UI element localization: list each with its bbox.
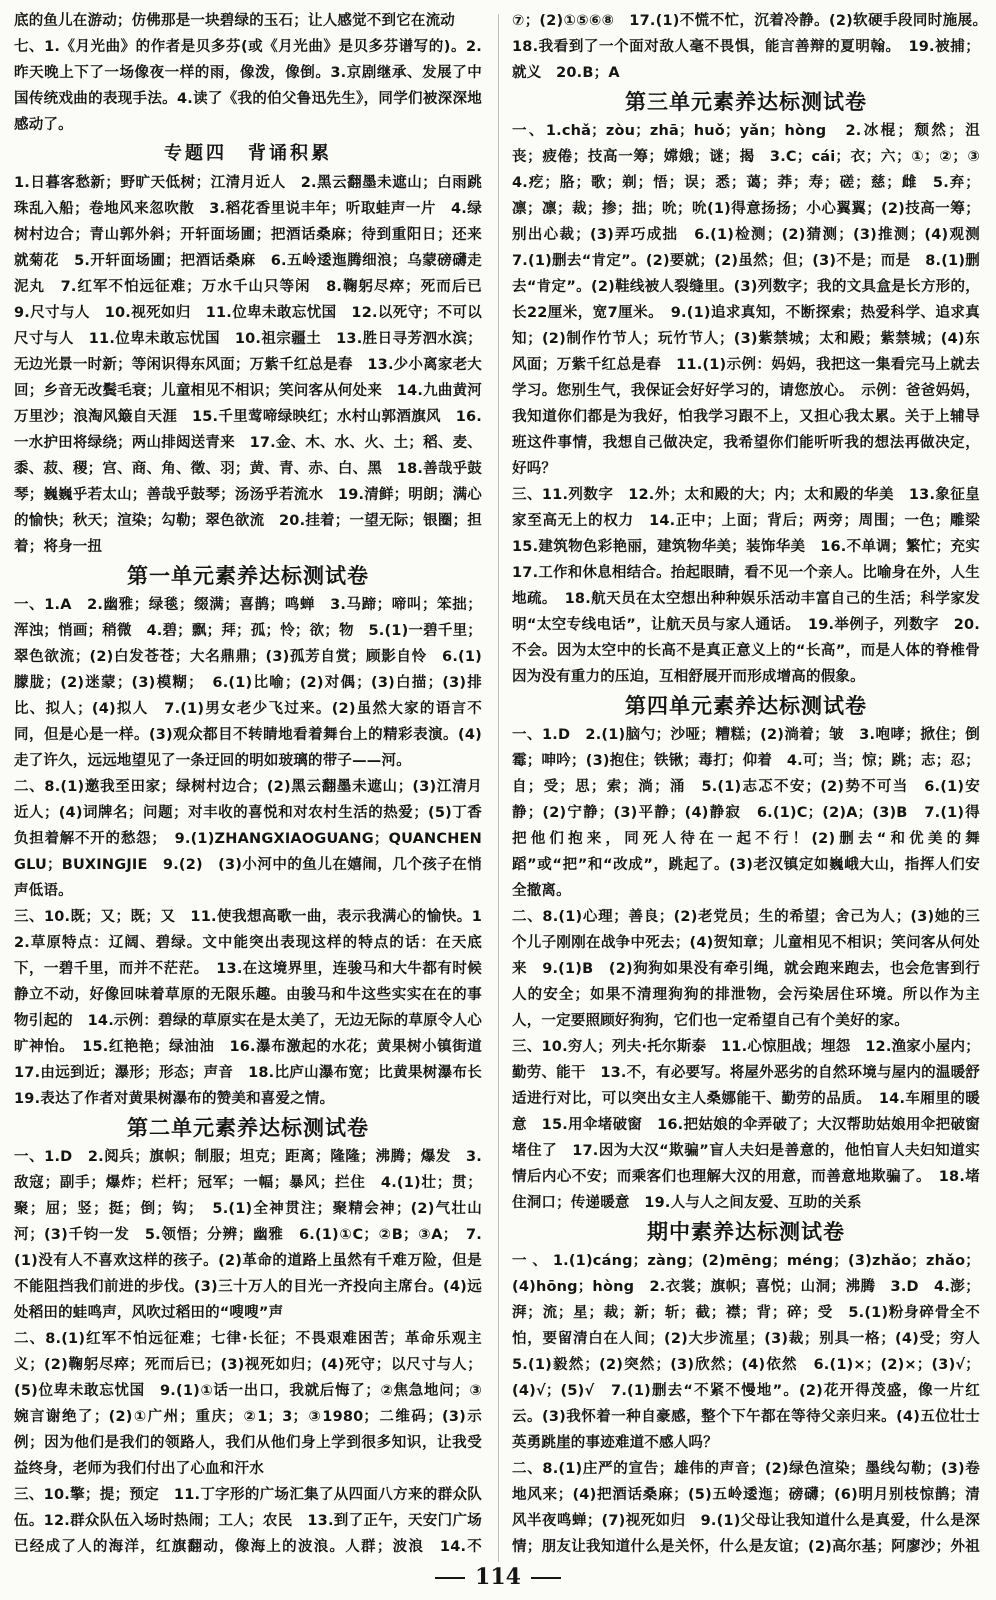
answer-paragraph: ⑦；(2)①⑤⑥⑧ 17.(1)不慌不忙，沉着冷静。(2)软硬手段同时施展。 18.我看到了一个面对敌人毫不畏惧，能言善辩的夏明翰。 19.被捕；就义 20.B；A [512, 13, 980, 81]
section-heading: 第二单元素养达标测试卷 [127, 1115, 369, 1140]
answer-paragraph: 二、8.(1)红军不怕远征难；七律·长征；不畏艰难困苦；革命乐观主义；(2)鞠躬尽瘁；死而后已；(3)视死如归；(4)死守；以尺寸与人；(5)位卑未敢忘忧国 9.(1)①话一出口，我就后悔了；②焦急地问；③婉言谢绝了；(2)①广州；重庆；②1；3；③1980；二维码；(3)示例；因为他们是我们的领路人，我们从他们身上学到很多知识，让我受益终身，老师为我们付出了心血和汗水 [14, 1331, 482, 1477]
answer-paragraph: 三、10.既；又；既；又 11.使我想高歌一曲，表示我满心的愉快。12.草原特点：辽阔、碧绿。文中能突出表现这样的特点的话：在天底下，一碧千里，而并不茫茫。 13.在这境界里，连骏马和大牛都有时候静立不动，好像回味着草原的无限乐趣。由骏马和牛这些实实在在的事物引起的 14.示例：碧绿的草原实在是太美了，无边无际的草原令人心旷神怡。 15.红艳艳；绿油油 16.瀑布激起的水花；黄果树小镇街道 17.由远到近；瀑形；形态；声音 18.比庐山瀑布宽；比黄果树瀑布长 19.表达了作者对黄果树瀑布的赞美和喜爱之情。 [14, 909, 482, 1107]
left-column [14, 8, 482, 1563]
answer-paragraph: 一、1.(1)cáng；zàng；(2)mēng；méng；(3)zhǎo；zhǎo；(4)hōng；hòng 2.衣裳；旗帜；喜悦；山洞；沸腾 3.D 4.澎；湃；流；星；裁；新；斩；截；襟；背；碎；受 5.(1)粉身碎骨全不怕，要留清白在人间；(2)大步流星；(3)裁；别具一格；(4)受；穷人 5.(1)毅然；(2)突然；(3)欣然；(4)依然 6.(1)×；(2)×；(3)√；(4)√；(5)√ 7.(1)删去“不紧不慢地”。(2)花开得茂盛，像一片红云。(3)我怀着一种自豪感，整个下午都在等待父亲归来。(4)五位壮士英勇跳崖的事迹难道不感人吗？ [512, 1253, 980, 1451]
section-heading: 专题四 背诵积累 [164, 143, 332, 164]
section-heading: 第四单元素养达标测试卷 [625, 693, 867, 718]
answer-paragraph: 一、1.D 2.(1)脑勺；沙哑；糟糕；(2)淌着；皱 3.咆哮；掀住；倒霉；呻吟；(3)抱住；铁锹；毒打；仰着 4.可；当；惊；跳；志；忍；自；受；思；索；淌；涌 5.(1)志忑不安；(2)势不可当 6.(1)安静；(2)宁静；(3)平静；(4)静寂 6.(1)C；(2)A；(3)B 7.(1)得把他们抱来，同死人待在一起不行！(2)删去“和优美的舞蹈”或“把”和“改成”，跳起了。(3)老汉镇定如巍峨大山，指挥人们安全撤离。 [512, 727, 980, 899]
answer-paragraph: 1.日暮客愁新；野旷天低树；江清月近人 2.黑云翻墨未遮山；白雨跳珠乱入船；卷地风来忽吹散 3.稻花香里说丰年；听取蛙声一片 4.绿树村边合；青山郭外斜；开轩面场圃；把酒话桑麻；待到重阳日；还来就菊花 5.开轩面场圃；把酒话桑麻 6.五岭逶迤腾细浪；乌蒙磅礴走泥丸 7.红军不怕远征难；万水千山只等闲 8.鞠躬尽瘁；死而后已 9.尺寸与人 10.视死如归 11.位卑未敢忘忧国 12.以死守；不可以尺寸与人 11.位卑未敢忘忧国 10.祖宗疆土 13.胜日寻芳泗水滨；无边光景一时新；等闲识得东风面；万紫千红总是春 13.少小离家老大回；乡音无改鬓毛衰；儿童相见不相识；笑问客从何处来 14.九曲黄河万里沙；浪淘风簸自天涯 15.千里莺啼绿映红；水村山郭酒旗风 16.一水护田将绿绕；两山排闼送青来 17.金、木、水、火、土；稻、麦、黍、菽、稷；宫、商、角、徵、羽；黄、青、赤、白、黑 18.善哉乎鼓琴；巍巍乎若太山；善哉乎鼓琴；汤汤乎若流水 19.清鲜；明朗；满心的愉快；秋天；渲染；勾勒；翠色欲流 20.挂着；一望无际；银圈；担着；将身一扭 [14, 175, 482, 555]
answer-paragraph: 底的鱼儿在游动；仿佛那是一块碧绿的玉石；让人感觉不到它在流动 [14, 13, 455, 29]
footer-dash-left [435, 1577, 465, 1579]
answer-page [14, 8, 980, 1563]
section-heading: 第三单元素养达标测试卷 [625, 89, 867, 114]
page-number: 114 [475, 1564, 521, 1590]
section-heading: 期中素养达标测试卷 [647, 1219, 845, 1244]
column-divider [498, 14, 499, 1562]
answer-paragraph: 一、1.D 2.阅兵；旗帜；制服；坦克；距离；隆隆；沸腾；爆发 3.敌寇；副手；爆炸；栏杆；冠军；一幅；暴风；拦住 4.(1)壮；贯；聚；屈；竖；挺；倒；钩； 5.(1)全神贯注；聚精会神；(2)气壮山河；(3)千钧一发 5.领悟；分辨；幽雅 6.(1)①C；②B；③A； 7.(1)没有人不喜欢这样的孩子。(2)革命的道路上虽然有千难万险，但是不能阻挡我们前进的步伐。(3)三十万人的目光一齐投向主席台。(4)远处稻田的蛙鸣声，风吹过稻田的“嗖嗖”声 [14, 1149, 482, 1321]
answer-paragraph: 二、8.(1)庄严的宣告；雄伟的声音；(2)绿色渲染；墨线勾勒；(3)卷地风来；(4)把酒话桑麻；(5)五岭逶迤；磅礴；(6)明月别枝惊鹊；清风半夜鸣蝉；(7)视死如归 9.(1)父母让我知道什么是真爱，什么是深情；朋友让我知道什么是关怀，什么是友谊；(2)高尔基；阿廖沙；外祖 [512, 1461, 980, 1555]
answer-paragraph: 一、1.chǎ；zòu；zhā；huǒ；yǎn；hòng 2.冰棍；颓然；沮丧；疲倦；技高一筹；嫦娥；谜；揭 3.C；cái；衣；六；①；②；③ 4.疙；胳；歌；剃；悟；误；悉；蔼；莽；寿；磋；慈；雌 5.弃；凛；凛；裁；掺；拙；吮；吮(1)得意扬扬；小心翼翼；(2)技高一筹；别出心裁；(3)弄巧成拙 6.(1)检测；(2)猜测；(3)推测；(4)观测 7.(1)删去“肯定”。(2)要就；(2)虽然；但；(3)不是；而是 8.(1)删去“肯定”。(2)鞋线被人裂缝里。(3)列数字；我的文具盒是长方形的，长22厘米，宽7厘米。 9.(1)追求真知，不断探索；热爱科学、追求真知；(2)制作竹节人；玩竹节人；(3)紫禁城；太和殿；紫禁城；(4)东风面；万紫千红总是春 11.(1)示例：妈妈，我把这一集看完马上就去学习。您别生气，我保证会好好学习的，请您放心。 示例：爸爸妈妈，我知道你们都是为我好，怕我学习跟不上，又担心我太累。关于上辅导班这件事情，我想自己做决定，我希望你们能听听我的想法再做决定，好吗？ [512, 123, 980, 477]
answer-paragraph: 七、1.《月光曲》的作者是贝多芬(或《月光曲》是贝多芬谱写的)。2.昨天晚上下了一场像夜一样的雨，像泼，像倒。3.京剧继承、发展了中国传统戏曲的表现手法。4.读了《我的伯父鲁迅先生》，同学们被深深地感动了。 [14, 39, 482, 133]
right-column [512, 8, 980, 1563]
answer-paragraph: 二、8.(1)心理；善良；(2)老党员；生的希望；舍己为人；(3)她的三个儿子刚刚在战争中死去；(4)贺知章；儿童相见不相识；笑问客从何处来 9.(1)B (2)狗狗如果没有牵引绳，就会跑来跑去，也会危害到行人的安全；如果不清理狗狗的排泄物，会污染居住环境。所以作为主人，一定要照顾好狗狗，它们也一定希望自己有个美好的家。 [512, 909, 980, 1029]
footer-dash-right [531, 1577, 561, 1579]
section-heading: 第一单元素养达标测试卷 [127, 563, 369, 588]
page-number-footer [0, 1562, 996, 1592]
answer-paragraph: 三、10.擎；提；预定 11.丁字形的广场汇集了从四面八方来的群众队伍。12.群众队伍入场时热闹；工人；农民 13.到了正午，天安门广场已经成了人的海洋，红旗翻动，像海上的波浪。人群；波浪 14.不 [14, 1487, 482, 1555]
answer-paragraph: 二、8.(1)邀我至田家；绿树村边合；(2)黑云翻墨未遮山；(3)江清月近人；(4)词牌名；问题；对丰收的喜悦和对农村生活的热爱；(5)丁香负担着解不开的愁怨； 9.(1)ZHANGXIAOGUANG；QUANCHENGLU；BUXINGJIE 9.(2) (3)小河中的鱼儿在嬉闹，几个孩子在悄声低语。 [14, 779, 482, 899]
answer-paragraph: 三、11.列数字 12.外；太和殿的大；内；太和殿的华美 13.象征皇家至高无上的权力 14.正中；上面；背后；两旁；周围；一色；雕梁 15.建筑物色彩艳丽，建筑物华美；装饰华美 16.不单调；繁忙；充实 17.工作和休息相结合。抬起眼睛，看不见一个亲人。比喻身在外，人生地疏。 18.航天员在太空想出种种娱乐活动丰富自己的生活；科学家发明“太空专线电话”，让航天员与家人通话。 19.举例子，列数字 20.不会。因为太空中的长高不是真正意义上的“长高”，而是人体的脊椎骨因为没有重力的压迫，互相舒展开而形成增高的假象。 [512, 487, 980, 685]
answer-paragraph: 三、10.穷人；列夫·托尔斯泰 11.心惊胆战；埋怨 12.渔家小屋内；勤劳、能干 13.不，有必要写。将屋外恶劣的自然环境与屋内的温暖舒适进行对比，可以突出女主人桑娜能干、勤劳的品质。 14.车厢里的暖意 15.用伞堵破窗 16.把姑娘的伞弄破了；大汉帮助姑娘用伞把破窗堵住了 17.因为大汉“欺骗”盲人夫妇是善意的，他怕盲人夫妇知道实情后内心不安；而乘客们也理解大汉的用意，而善意地欺骗了。 18.堵住洞口；传递暖意 19.人与人之间友爱、互助的关系 [512, 1039, 980, 1211]
answer-paragraph: 一、1.A 2.幽雅；绿毯；缀满；喜鹊；鸣蝉 3.马蹄；啼叫；笨拙；浑浊；悄画；稍微 4.碧；飘；拜；孤；怜；欲；物 5.(1)一碧千里；翠色欲流；(2)白发苍苍；大名鼎鼎；(3)孤芳自赏；顾影自怜 6.(1)朦胧；(2)迷蒙；(3)模糊； 6.(1)比喻；(2)对偶；(3)白描；(3)排比、拟人；(4)拟人 7.(1)男女老少飞过来。(2)虽然大家的语言不同，但是心是一样。(3)观众都目不转睛地看着舞台上的精彩表演。(4)走了许久，远远地望见了一条迂回的明如玻璃的带子——河。 [14, 597, 482, 769]
